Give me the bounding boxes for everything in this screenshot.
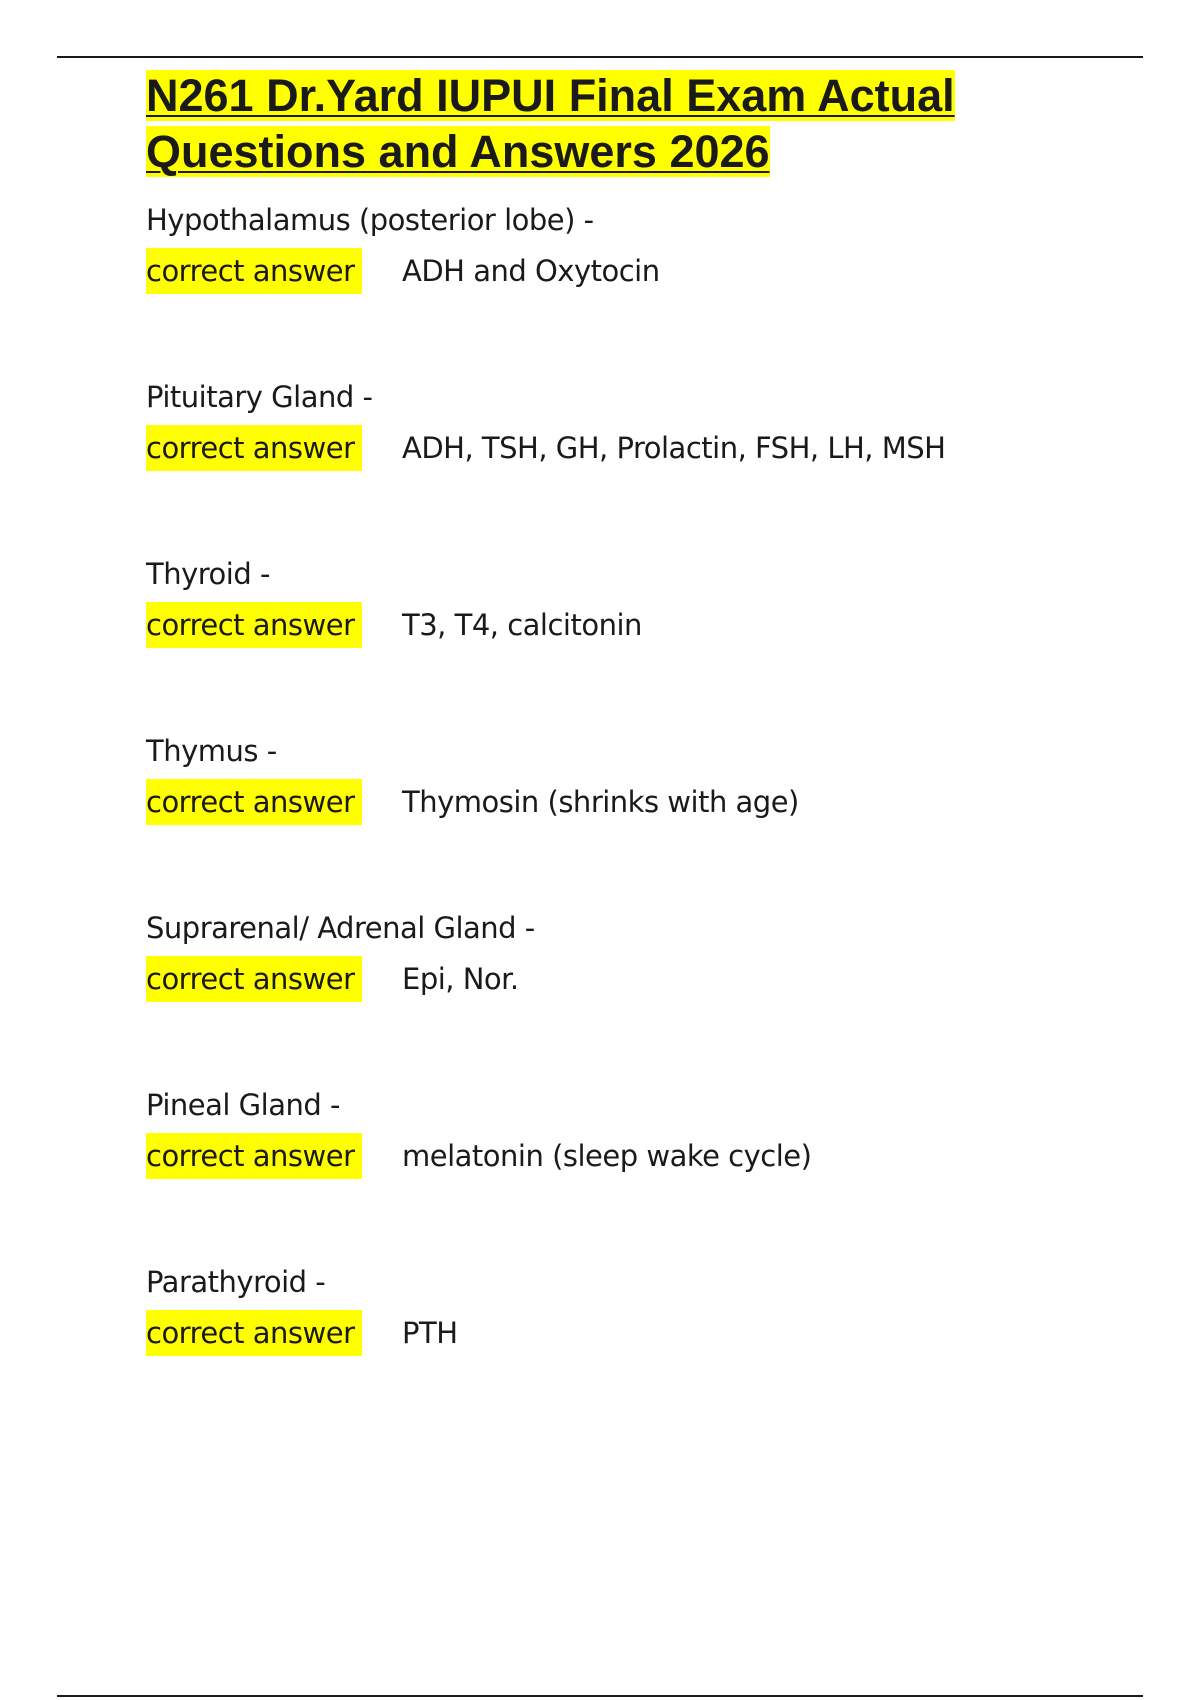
answer-text: ADH, TSH, GH, Prolactin, FSH, LH, MSH <box>402 431 946 465</box>
qa-item <box>146 1085 1146 1262</box>
header-rule <box>57 56 1143 58</box>
correct-answer-label: correct answer <box>146 248 362 294</box>
qa-item <box>146 377 1146 554</box>
answer-text: ADH and Oxytocin <box>402 254 660 288</box>
correct-answer-label: correct answer <box>146 956 362 1002</box>
question-text: Hypothalamus (posterior lobe) - <box>146 203 594 237</box>
correct-answer-label: correct answer <box>146 1133 362 1179</box>
question-text: Pineal Gland - <box>146 1088 340 1122</box>
correct-answer-label: correct answer <box>146 602 362 648</box>
qa-item <box>146 554 1146 731</box>
question-text: Thymus - <box>146 734 277 768</box>
qa-item <box>146 908 1146 1085</box>
answer-row <box>146 248 660 294</box>
answer-text: melatonin (sleep wake cycle) <box>402 1139 812 1173</box>
answer-row <box>146 956 519 1002</box>
answer-row <box>146 1133 811 1179</box>
answer-row <box>146 602 642 648</box>
qa-item <box>146 731 1146 908</box>
question-text: Parathyroid - <box>146 1265 326 1299</box>
answer-text: PTH <box>402 1316 458 1350</box>
document-title-text: N261 Dr.Yard IUPUI Final Exam Actual Questions and Answers 2026 <box>146 70 955 177</box>
correct-answer-label: correct answer <box>146 779 362 825</box>
answer-text: Epi, Nor. <box>402 962 519 996</box>
qa-item <box>146 200 1146 377</box>
question-text: Suprarenal/ Adrenal Gland - <box>146 911 535 945</box>
correct-answer-label: correct answer <box>146 1310 362 1356</box>
answer-text: T3, T4, calcitonin <box>402 608 642 642</box>
question-text: Thyroid - <box>146 557 270 591</box>
document-title <box>146 68 1046 180</box>
qa-item <box>146 1262 1146 1439</box>
answer-row <box>146 1310 458 1356</box>
answer-row <box>146 779 799 825</box>
answer-row <box>146 425 945 471</box>
answer-text: Thymosin (shrinks with age) <box>402 785 799 819</box>
footer-rule <box>57 1695 1143 1697</box>
correct-answer-label: correct answer <box>146 425 362 471</box>
question-text: Pituitary Gland - <box>146 380 373 414</box>
qa-list <box>146 200 1146 1439</box>
